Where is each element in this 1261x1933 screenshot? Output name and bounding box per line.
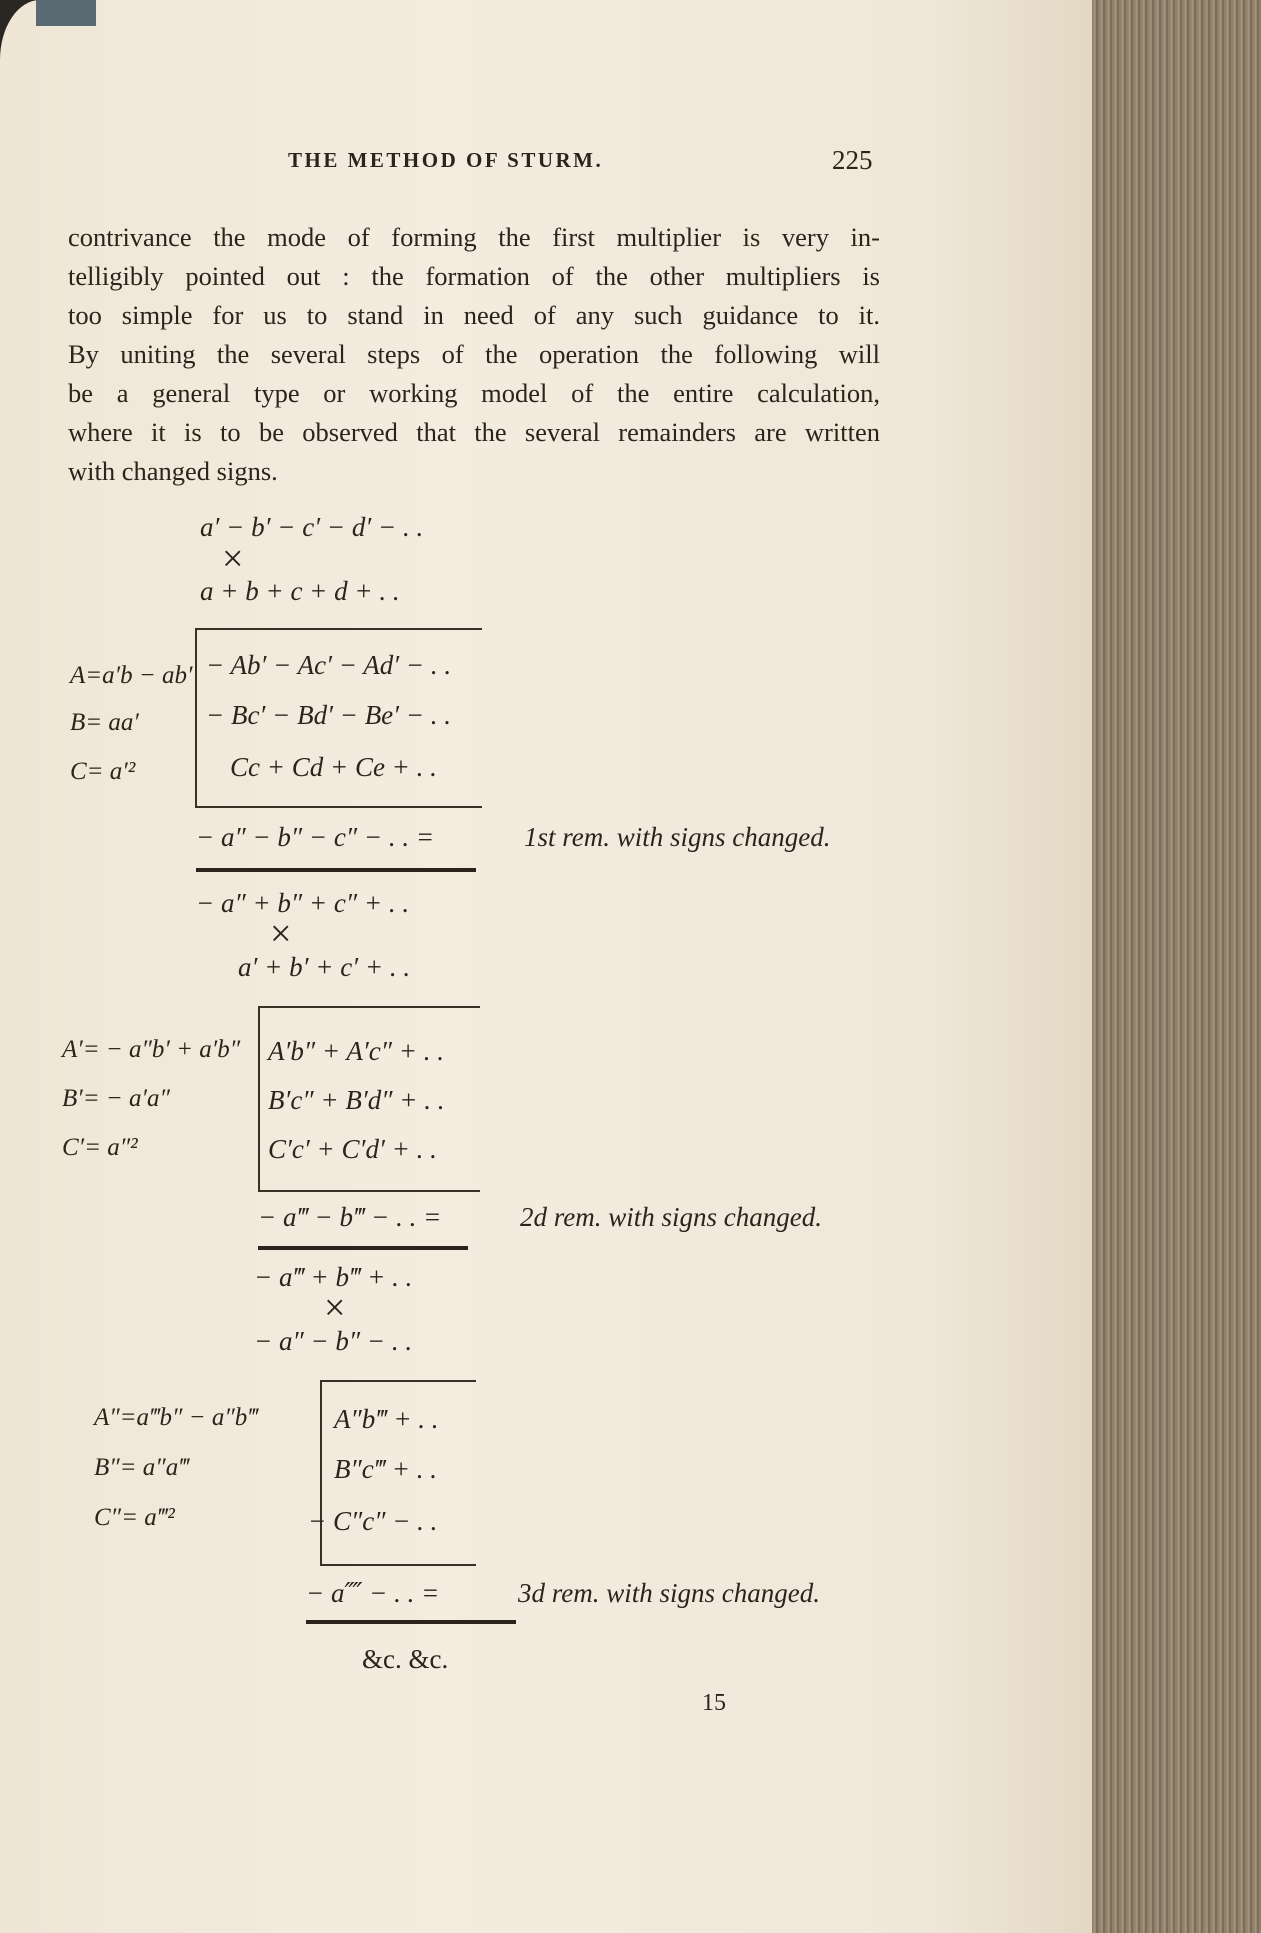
- corner-tab: [36, 0, 96, 26]
- body-line: be a general type or working model of the entire calculation,: [68, 378, 880, 408]
- block2-top-expression: − a″ + b″ + c″ + . .: [196, 888, 410, 918]
- block2-term-row1: A′b″ + A′c″ + . .: [268, 1036, 444, 1066]
- block2-bottom-expression: a′ + b′ + c′ + . .: [238, 952, 411, 982]
- block2-term-row2: B′c″ + B′d″ + . .: [268, 1085, 445, 1115]
- block3-coef-B: B″= a″a‴: [94, 1454, 189, 1481]
- body-line: where it is to be observed that the several remainders are written: [68, 417, 880, 447]
- bracket-bar: [258, 1006, 260, 1192]
- block2-coef-A: A′= − a″b′ + a′b″: [62, 1036, 241, 1063]
- body-line: By uniting the several steps of the operation the following will: [68, 339, 880, 369]
- etc-line: &c. &c.: [362, 1644, 449, 1674]
- block3-term-row2: B″c‴ + . .: [334, 1454, 438, 1484]
- block3-coef-A: A″=a‴b″ − a″b‴: [94, 1404, 258, 1431]
- times-icon: ×: [222, 538, 244, 580]
- block3-term-row1: A″b‴ + . .: [334, 1404, 439, 1434]
- block3-term-row3: − C″c″ − . .: [308, 1506, 438, 1536]
- rule: [196, 806, 482, 808]
- block3-result: − a⁗ − . . =: [306, 1578, 440, 1608]
- bracket-bar: [320, 1380, 322, 1566]
- signature-mark: 15: [702, 1690, 726, 1716]
- block3-top-expression: − a‴ + b‴ + . .: [254, 1262, 413, 1292]
- block1-coef-A: A=a′b − ab′: [70, 662, 193, 689]
- block2-coef-C: C′= a″²: [62, 1134, 138, 1161]
- block3-coef-C: C″= a‴²: [94, 1504, 175, 1531]
- rule: [258, 1190, 480, 1192]
- block1-term-row2: − Bc′ − Bd′ − Be′ − . .: [206, 700, 452, 730]
- block1-coef-B: B= aa′: [70, 709, 139, 736]
- times-icon: ×: [270, 913, 292, 955]
- block2-coef-B: B′= − a′a″: [62, 1085, 170, 1112]
- rule: [196, 628, 482, 630]
- block1-result: − a″ − b″ − c″ − . . =: [196, 822, 435, 852]
- bracket-bar: [195, 628, 197, 808]
- block3-remainder-label: 3d rem. with signs changed.: [518, 1578, 820, 1608]
- thick-rule: [306, 1620, 516, 1624]
- block2-remainder-label: 2d rem. with signs changed.: [520, 1202, 822, 1232]
- block1-term-row3: Cc + Cd + Ce + . .: [230, 752, 437, 782]
- body-line: telligibly pointed out : the formation of the other multipliers is: [68, 261, 880, 291]
- block1-remainder-label: 1st rem. with signs changed.: [524, 822, 831, 852]
- block1-coef-C: C= a′²: [70, 758, 136, 785]
- block1-term-row1: − Ab′ − Ac′ − Ad′ − . .: [206, 650, 452, 680]
- body-line: too simple for us to stand in need of any such guidance to it.: [68, 300, 880, 330]
- body-line: with changed signs.: [68, 456, 278, 486]
- block1-top-expression: a′ − b′ − c′ − d′ − . .: [200, 512, 424, 542]
- block2-result: − a‴ − b‴ − . . =: [258, 1202, 442, 1232]
- thick-rule: [196, 868, 476, 872]
- page-edges: [1092, 0, 1261, 1933]
- body-line: contrivance the mode of forming the first multiplier is very in-: [68, 222, 880, 252]
- block2-term-row3: C′c′ + C′d′ + . .: [268, 1134, 437, 1164]
- rule: [258, 1006, 480, 1008]
- block3-bottom-expression: − a″ − b″ − . .: [254, 1326, 413, 1356]
- block1-bottom-expression: a + b + c + d + . .: [200, 576, 400, 606]
- running-head: THE METHOD OF STURM.: [288, 148, 604, 172]
- rule: [320, 1380, 476, 1382]
- thick-rule: [258, 1246, 468, 1250]
- page-number: 225: [832, 145, 873, 175]
- times-icon: ×: [324, 1287, 346, 1329]
- rule: [320, 1564, 476, 1566]
